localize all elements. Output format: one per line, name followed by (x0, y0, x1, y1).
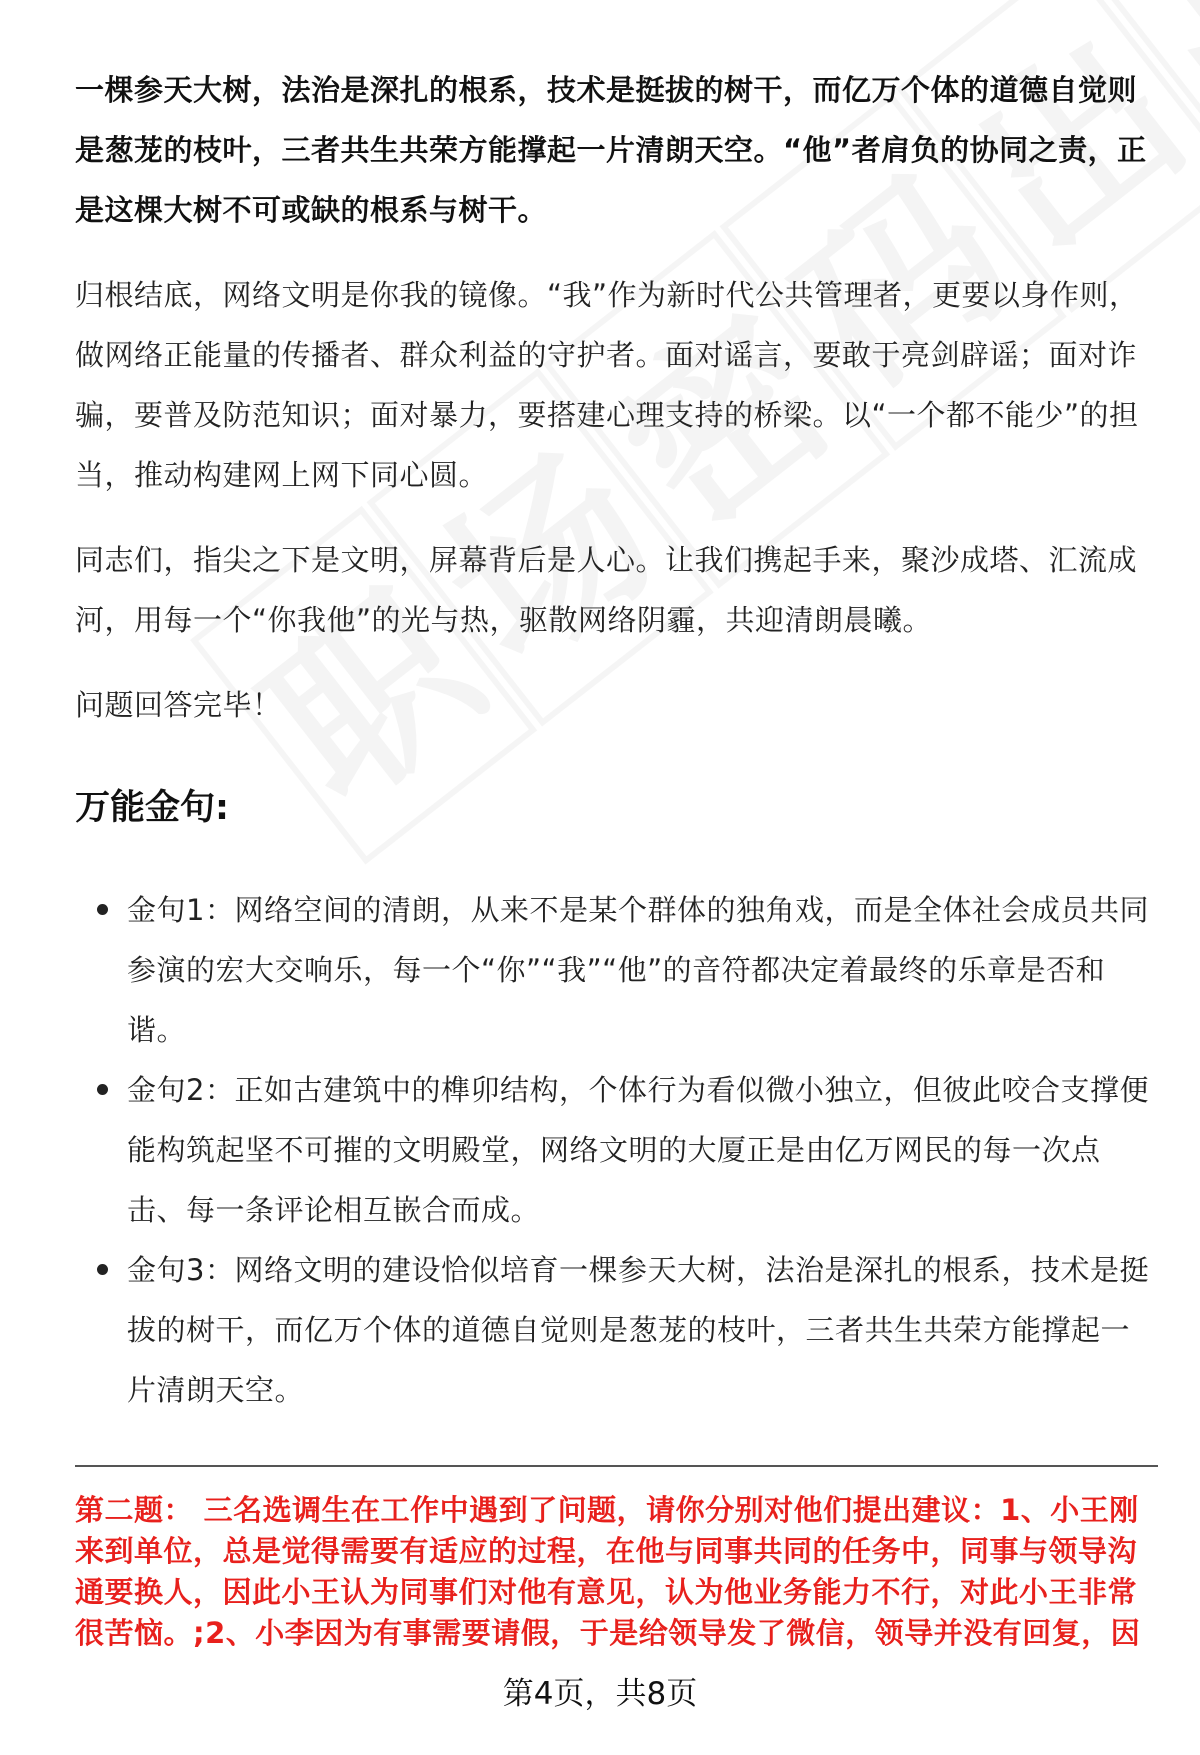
paragraph-tree-metaphor: 一棵参天大树，法治是深扎的根系，技术是挺拔的树干，而亿万个体的道德自觉则是葱茏的枝叶，三者共生共荣方能撑起一片清朗天空。“他”者肩负的协同之责，正是这棵大树不可或缺的根系与树干。 (75, 73, 1147, 227)
bullet-dot-icon (97, 904, 108, 915)
golden-quotes-list (75, 880, 1150, 1420)
paragraph-comrades: 同志们，指尖之下是文明，屏幕背后是人心。让我们携起手来，聚沙成塔、汇流成河，用每一个“你我他”的光与热，驱散网络阴霾，共迎清朗晨曦。 (75, 543, 1138, 637)
paragraph-mirror: 归根结底，网络文明是你我的镜像。“我”作为新时代公共管理者，更要以身作则，做网络正能量的传播者、群众利益的守护者。面对谣言，要敢于亮剑辟谣；面对诈骗，要普及防范知识；面对暴力，要搭建心理支持的桥梁。以“一个都不能少”的担当，推动构建网上网下同心圆。 (75, 278, 1139, 492)
page-number-footer: 第4页，共8页 (502, 1676, 698, 1712)
section-divider (75, 1465, 1158, 1467)
bullet-dot-icon (97, 1084, 108, 1095)
golden-quotes-heading: 万能金句: (75, 788, 229, 828)
list-item (75, 880, 1150, 1060)
question-two-text: 第二题： 三名选调生在工作中遇到了问题，请你分别对他们提出建议：1、小王刚来到单位，总是觉得需要有适应的过程，在他与同事共同的任务中，同事与领导沟通要换人，因此小王认为同事们对他有意见，认为他业务能力不行，对此小王非常很苦恼。;2、小李因为有事需要请假，于是给领导发了微信，领导并没有回复，因 (75, 1493, 1141, 1650)
paragraph-answer-complete: 问题回答完毕！ (75, 688, 282, 722)
list-item (75, 1060, 1150, 1240)
golden-quote-text: 金句2：正如古建筑中的榫卯结构，个体行为看似微小独立，但彼此咬合支撑便能构筑起坚不可摧的文明殿堂，网络文明的大厦正是由亿万网民的每一次点击、每一条评论相互嵌合而成。 (127, 1073, 1149, 1227)
golden-quote-text: 金句1：网络空间的清朗，从来不是某个群体的独角戏，而是全体社会成员共同参演的宏大交响乐，每一个“你”“我”“他”的音符都决定着最终的乐章是否和谐。 (127, 893, 1149, 1047)
bullet-dot-icon (97, 1264, 108, 1275)
list-item (75, 1240, 1150, 1420)
golden-quote-text: 金句3：网络文明的建设恰似培育一棵参天大树，法治是深扎的根系，技术是挺拔的树干，而亿万个体的道德自觉则是葱茏的枝叶，三者共生共荣方能撑起一片清朗天空。 (127, 1253, 1149, 1407)
